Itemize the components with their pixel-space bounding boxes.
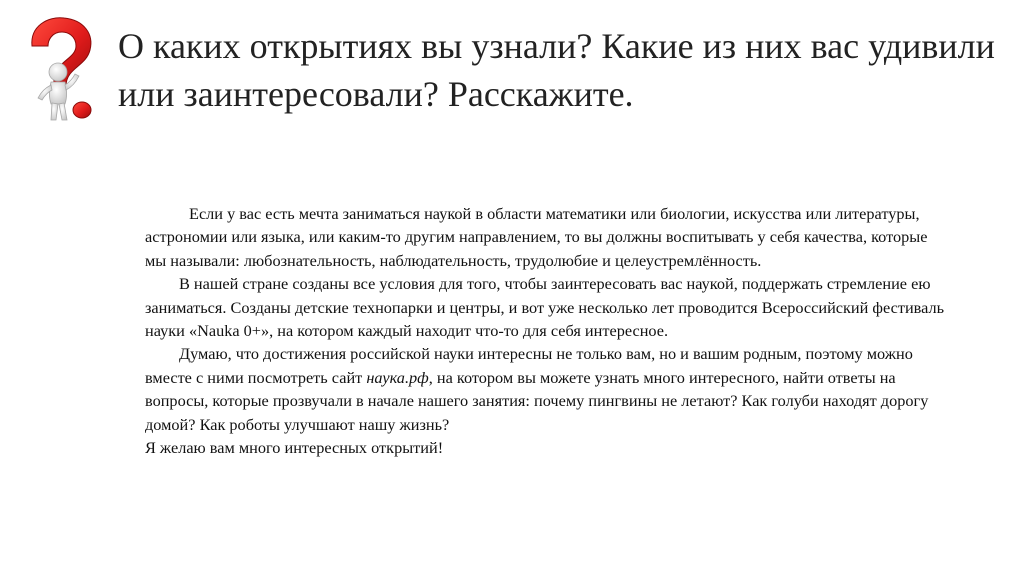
paragraph-2: В нашей стране созданы все условия для того, чтобы заинтересовать вас наукой, поддержать стремление ею заниматься. Созданы детские технопарки и центры, и вот уже несколько лет проводится Всероссийский фестиваль науки «Nauka 0+», на котором каждый находит что-то для себя интересное. bbox=[145, 274, 945, 341]
slide-title: О каких открытиях вы узнали? Какие из них вас удивили или заинтересовали? Расскажите. bbox=[118, 26, 995, 114]
paragraph-3 bbox=[145, 342, 945, 436]
body-text bbox=[145, 202, 945, 459]
paragraph-3-before: Думаю, что достижения российской науки интересны не только вам, но и вашим родным, поэтому можно вместе с ними посмотреть сайт bbox=[145, 344, 913, 387]
question-mark-figure-icon bbox=[18, 12, 102, 124]
site-name: наука.рф bbox=[366, 367, 429, 387]
question-mark-figure-icon bbox=[18, 12, 102, 124]
paragraph-1: Если у вас есть мечта заниматься наукой в области математики или биологии, искусства или литературы, астрономии или языка, или каким-то другим направлением, то вы должны воспитывать у себя качества, которые мы называли: любознательность, наблюдательность, трудолюбие и целеустремлённость. bbox=[145, 204, 928, 270]
paragraph-3-after: , на котором вы можете узнать много интересного, найти ответы на вопросы, которые прозвучали в начале нашего занятия: почему пингвины не летают? Как голуби находят дорогу домой? Как роботы улучшают нашу жизнь? bbox=[145, 367, 929, 434]
closing-line: Я желаю вам много интересных открытий! bbox=[145, 438, 444, 458]
